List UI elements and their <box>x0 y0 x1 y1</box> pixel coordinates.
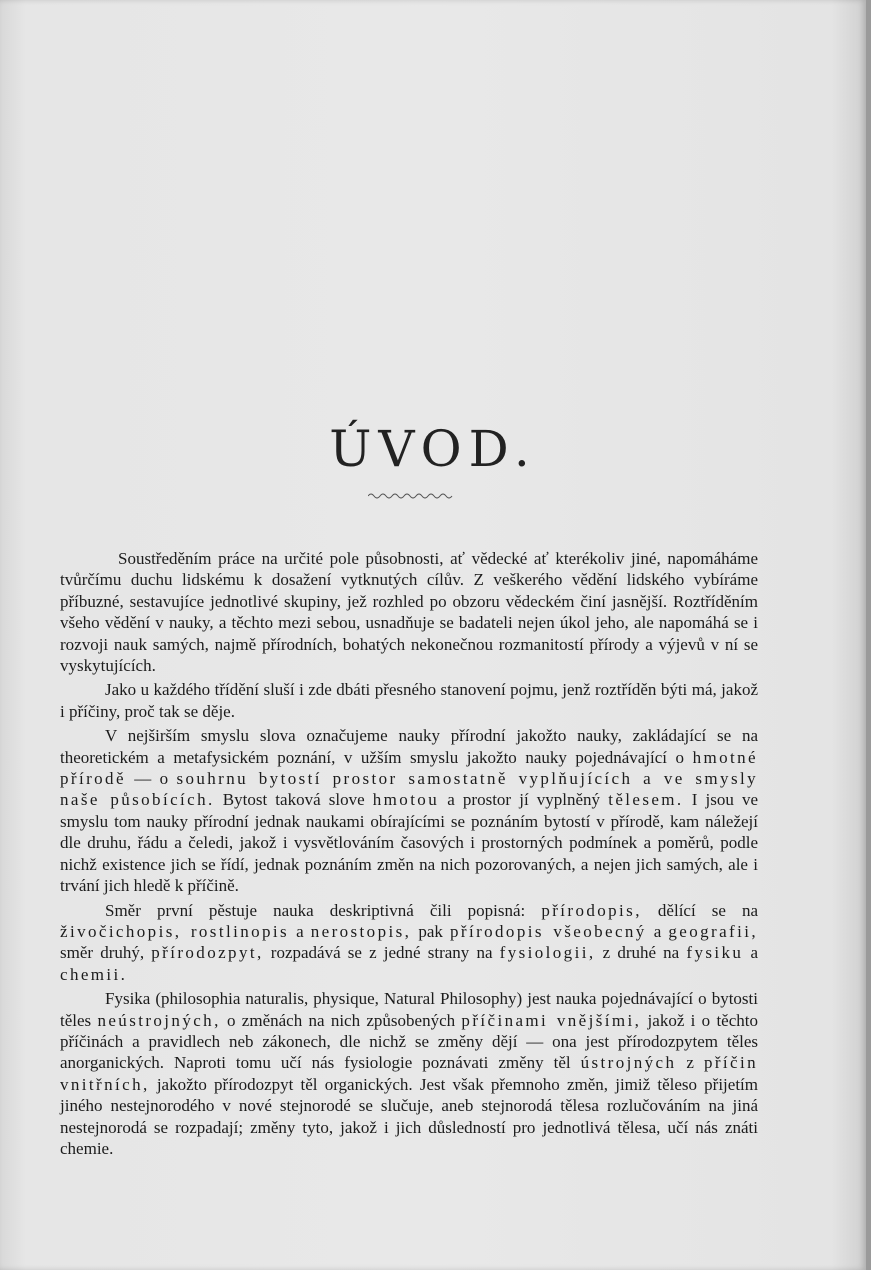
emphasized-term: přírodopis všeobecný <box>449 921 647 941</box>
paragraph <box>60 900 758 986</box>
text-run: a <box>289 921 311 941</box>
emphasized-term: neústrojných, <box>97 1010 221 1030</box>
text-run: jakožto přírodozpyt těl organických. Jest však přemnoho změn, jimiž těleso přijetím jiného nestejnorodého v nové stejnorodé se slučuje, aneb stejnorodá tělesa rozlučováním na jiná nestejnorodá se rozpadají; změny tyto, jakož i jich důsledností pro jednotlivá tělesa, učí nás znáti chemie. <box>60 1074 758 1158</box>
text-run: dělící se na <box>641 900 759 920</box>
paragraph <box>60 679 758 722</box>
text-run: rozpadává se z jedné strany na <box>263 943 500 963</box>
text-run: Směr první pěstuje nauka deskriptivná čili popisná: <box>105 900 542 920</box>
wavy-line-ornament-icon <box>368 492 454 500</box>
emphasized-term: ústrojných <box>580 1053 677 1073</box>
emphasized-term: přírodozpyt, <box>151 943 264 963</box>
emphasized-term: přírodopis, <box>541 900 642 920</box>
text-run: Fysika (philosophia naturalis, physique, Natural Philosophy) jest nauka pojednávající o bytosti těles <box>60 989 758 1030</box>
page-title: ÚVOD. <box>329 420 537 478</box>
text-run: I jsou ve smyslu tom nauky přírodní jednak naukami obírajícími se poznáním bytostí v přírodě, kam náležejí dle druhu, řádu a čeledi, jakož i vysvětlováním časových i prostorných podmínek a poměrů, podle nichž existence jich se řídí, jednak poznáním změn na nich pozorovaných, a nejen jich samých, ale i trvání jich hledě k příčině. <box>60 790 759 896</box>
emphasized-term: příčinami vnějšími, <box>461 1010 642 1030</box>
body-text <box>60 548 758 1162</box>
text-run: z <box>676 1053 704 1073</box>
paragraph <box>60 725 758 896</box>
emphasized-term: geografii, <box>668 921 759 941</box>
text-run: V nejširším smyslu slova označujeme nauky přírodní jakožto nauky, zakládající se na theoretickém a metafysickém poznání, v užším smyslu jakožto nauky pojednávající o <box>60 726 758 767</box>
text-run: pak <box>411 921 450 941</box>
emphasized-term: fysiologii, <box>499 943 596 963</box>
paragraph <box>60 548 758 676</box>
emphasized-term: živočichopis, rostlinopis <box>60 921 290 941</box>
paragraph <box>60 988 758 1159</box>
text-run: Bytost taková slove <box>214 790 373 810</box>
page-edge <box>866 0 871 1270</box>
emphasized-term: hmotou <box>372 790 440 810</box>
emphasized-term: hmotné přírodě <box>60 747 758 789</box>
text-run: a <box>743 943 758 963</box>
text-run: jakož i o těchto příčinách a pravidlech neb zákonech, dle nichž se změny dějí — ona jest přírodozpytem těles anorganických. Naproti tomu učí nás fysiologie poznávati změny těl <box>60 1010 758 1073</box>
emphasized-term: souhrnu bytostí prostor samostatně vyplňujících a ve smysly naše působících. <box>60 769 758 810</box>
emphasized-term: tělesem. <box>608 790 684 810</box>
emphasized-term: fysiku <box>686 943 744 963</box>
emphasized-term: chemii. <box>60 964 128 984</box>
emphasized-term: nerostopis, <box>310 921 412 941</box>
text-run: Jako u každého třídění sluší i zde dbáti přesného stanovení pojmu, jenž roztříděn býti má, jakož i příčiny, proč tak se děje. <box>60 680 758 721</box>
text-run: a prostor jí vyplněný <box>439 790 609 810</box>
text-run: směr druhý, <box>60 943 152 963</box>
text-run: Soustředěním práce na určité pole působnosti, ať vědecké ať kterékoliv jiné, napomáháme tvůrčímu duchu lidskému k dosažení vytknutých cílův. Z veškerého vědění lidského vybíráme příbuzné, sestavujíce jednotlivé skupiny, jež rozhled po obzoru vědeckém činí jasnější. Roztříděním všeho vědění v nauky, a těchto mezi sebou, usnadňuje se badateli nejen úkol jeho, ale napomáhá se i rozvoji nauk samých, najmě přírodních, bohatých nekonečnou rozmanitostí přírody a výjevů v ní se vyskytujících. <box>60 549 758 676</box>
text-run: z druhé na <box>595 943 687 963</box>
text-run: — o <box>125 769 177 789</box>
text-run: o změnách na nich způsobených <box>220 1010 462 1030</box>
text-run: a <box>646 921 669 941</box>
emphasized-term: příčin vnitřních, <box>60 1053 758 1094</box>
